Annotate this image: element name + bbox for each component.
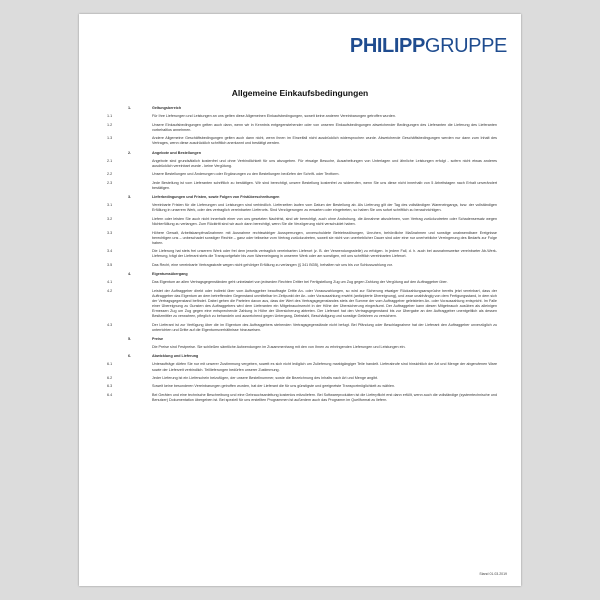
document-date: Stand 01.03.2019 <box>479 572 507 576</box>
clause-number: 4.3 <box>107 322 113 327</box>
clause-number <box>107 345 152 350</box>
clause-text: Liefern oder leisten Sie auch nicht innerhalb einer von uns gesetzten Nachfrist, sind wir berechtigt, auch ohne Androhung, die Annahme abzulehnen, vom Vertrag zurückzutreten oder Schadensersatz wegen Nichterfüllung zu verlangen. Zum Rücktritt sind wir auch dann berechtigt, wenn Sie die Verzögerung nicht verschuldet haben. <box>152 216 497 227</box>
clause-number: 1.2 <box>107 122 113 127</box>
clause <box>107 181 497 191</box>
clause-text: Die Lieferung hat stets frei unserem Werk oder frei dem jeweils vertraglich vereinbarten Lieferort (z. B. der Verwendungsstelle) zu erfolgen. In jedem Fall, d. h. auch bei ausnahmsweise vereinbarter Ab-Werk-Lieferung, trägt der Lieferant stets die Transportgefahr bis zum Wareneingang in unserem Werk oder am sonstigen, mit uns schriftlich vereinbarten Lieferort. <box>152 249 497 259</box>
clause-number: 6.2 <box>107 375 113 380</box>
clause <box>107 280 497 285</box>
clause-text: Das Eigentum an allen Vertragsgegenständen geht unbelastet von jedweden Rechten Dritter bei Fertigstellung Zug um Zug gegen Zahlung der Vergütung auf den Auftraggeber über. <box>152 280 448 285</box>
clause <box>107 263 497 268</box>
section-heading <box>107 106 497 111</box>
clause <box>107 136 497 146</box>
clause-text: Angebote sind grundsätzlich kostenfrei und ohne Verbindlichkeit für uns abzugeben. Für etwaige Besuche, Ausarbeitungen von Unterlagen und ähnliche Leistungen erfolgt - sofern nicht etwas anderes ausdrücklich vereinbart wurde - keine Vergütung. <box>152 158 497 168</box>
clause <box>107 249 497 259</box>
clause-number: 1.1 <box>107 114 113 119</box>
section <box>107 151 497 192</box>
section-heading-text: Angebote und Bestellungen <box>152 150 201 155</box>
clause-text: Die Preise sind Festpreise. Sie schließen sämtliche Aufwendungen im Zusammenhang mit den von Ihnen zu erbringenden Lieferungen und Leistungen ein. <box>152 345 406 350</box>
clause-text: Jede Bestellung ist vom Lieferanten schriftlich zu bestätigen. Wir sind berechtigt, unsere Bestellung kostenfrei zu widerrufen, wenn Sie uns diese nicht innerhalb von 5 Arbeitstagen nach Erhalt unverändert bestätigen. <box>152 180 497 190</box>
clause <box>107 159 497 169</box>
clause <box>107 345 497 350</box>
document-body <box>107 106 497 407</box>
clause-number: 4.2 <box>107 288 113 293</box>
clause-number: 3.4 <box>107 249 113 254</box>
section-number: 3. <box>128 195 132 200</box>
section-heading <box>107 151 497 156</box>
document-title: Allgemeine Einkaufsbedingungen <box>231 88 369 98</box>
section <box>107 272 497 333</box>
clause-text: Andere Allgemeine Geschäftsbedingungen gelten auch dann nicht, wenn ihnen im Einzelfall nicht ausdrücklich widersprochen wurde. Abweichende Geschäftsbedingungen werden nur dann zum Inhalt des Vertrages, wenn diese ausdrücklich schriftlich anerkannt und bestätigt werden. <box>152 136 497 146</box>
section <box>107 354 497 403</box>
clause-number: 3.3 <box>107 230 113 235</box>
section-heading-text: Preise <box>152 336 164 341</box>
section-heading <box>107 195 497 200</box>
section-heading <box>107 354 497 359</box>
clause-number: 3.2 <box>107 216 113 221</box>
clause <box>107 114 497 119</box>
clause-text: Für Ihre Lieferungen und Leistungen an uns gelten diese Allgemeinen Einkaufsbedingungen, soweit keine anderen Vereinbarungen getroffen wurden. <box>152 114 396 119</box>
clause <box>107 203 497 213</box>
clause-number: 4.1 <box>107 280 113 285</box>
clause <box>107 217 497 227</box>
clause-text: Unteraufträge dürfen Sie nur mit unserer Zustimmung vergeben, soweit es sich nicht lediglich um Zulieferung marktgängiger Teile handelt. Lieferabrufe sind hinsichtlich der Art und Menge der abgerufenen Ware sowie der Lieferzeit verbindlich. Teillieferungen bedürfen unserer Zustimmung. <box>152 362 497 372</box>
section-heading-text: Lieferbedingungen und Fristen, sowie Folgen von Fristüberschreitungen <box>152 195 280 200</box>
section-heading <box>107 272 497 277</box>
clause-number: 6.3 <box>107 384 113 389</box>
section-heading-text: Geltungsbereich <box>152 106 182 110</box>
logo-part-1: PHILIPP <box>349 35 425 57</box>
clause-text: Der Lieferant ist zur Verfügung über die im Eigentum des Auftraggebers stehenden Vertragsgegenstände nicht befugt. Bei Pfändung oder Beschlagnahme hat der Lieferant den Auftraggeber unverzüglich zu unterrichten und Dritte auf die Eigentumsverhältnisse hinzuweisen. <box>152 322 497 332</box>
section-number: 1. <box>128 106 132 110</box>
clause <box>107 172 497 177</box>
clause-text: Jeder Lieferung ist ein Lieferschein beizufügen, der unsere Bestellnummer, sowie die Bezeichnung des Inhalts nach Art und Menge angibt. <box>152 375 379 380</box>
document-page <box>79 14 521 586</box>
section-number: 2. <box>128 150 132 155</box>
clause-number: 6.1 <box>107 362 113 367</box>
section <box>107 106 497 147</box>
clause <box>107 393 497 403</box>
section-number: 5. <box>128 336 132 341</box>
clause-number: 2.1 <box>107 158 113 163</box>
clause-text: Leistet der Auftraggeber direkt oder indirekt über vom Auftraggeber beauftragte Dritte An- oder Vorauszahlungen, so wird zur Sicherung etwaiger Rückzahlungsansprüche bereits jetzt vereinbart, dass der Auftraggeber das Eigentum an dem betreffenden Gegenstand unmittelbar im Zeitpunkt der An- oder Vorauszahlung erwirbt (antizipierte Übereignung), und zwar unabhängig von dem Fertigungsstand, in dem sich der Vertragsgegenstand befindet. Dabei gehen die Parteien davon aus, dass der Wert des Vertragsgegenstandes stets der Summe der vom Auftraggeber geleisteten An- oder Vorauszahlung entspricht. Im Falle einer Übereignung zu Gunsten des Auftraggebers wird dem Lieferanten ein Mitgebrauchsrecht in der Höhe der Übersicherung eingeräumt. Der Auftraggeber kann diesen Mitgebrauch ausüben als alleinigen Ermessen Zug um Zug gegen eine entsprechende Zahlung in Höhe der Übersicherung abtreten. Der Lieferant hat den Vertragsgegenstand bis zur Übergabe an den Auftraggeber unentgeltlich als dessen Besitzmittler zu verwahren, pfleglich zu behandeln und ausreichend gegen Untergang, Diebstahl, Beschädigung und sonstige Gefahren zu versichern. <box>152 288 497 319</box>
logo-part-2: GRUPPE <box>424 35 507 57</box>
clause-number: 3.1 <box>107 203 113 208</box>
section <box>107 195 497 268</box>
clause-number: 6.4 <box>107 392 113 397</box>
clause <box>107 123 497 133</box>
clause-text: Bei Geräten und eine technische Beschreibung und eine Gebrauchsanleitung kostenlos mitzuliefern. Bei Softwareprodukten ist die Lieferpflicht erst dann erfüllt, wenn auch die vollständige (systemtechnische und Benutzer) Dokumentation übergeben ist. Bei speziell für uns erstellten Programmen ist außerdem auch das Programm im Quellformat zu liefern. <box>152 392 497 403</box>
clause <box>107 231 497 246</box>
section-heading-text: Abwicklung und Lieferung <box>152 354 199 359</box>
clause-number: 1.3 <box>107 136 113 141</box>
section-heading-text: Eigentumsübergang <box>152 271 188 276</box>
clause <box>107 323 497 333</box>
clause-text: Vereinbarte Fristen für die Lieferungen und Leistungen sind verbindlich. Lieferzeiten laufen vom Datum der Bestellung ab. Als Lieferung gilt der Tag des vollständigen Wareneingangs, bzw. der vollständigen Erfüllung in unserem Werk, oder des vertraglich vereinbarten Lieferorts. Sind Verzögerungen zu erwarten oder eingetreten, so haben Sie uns sofort schriftlich zu benachrichtigen. <box>152 203 497 213</box>
clause <box>107 376 497 381</box>
company-logo <box>350 36 507 56</box>
clause-text: Unsere Einkaufsbedingungen gelten auch dann, wenn wir in Kenntnis entgegenstehender oder von unseren Einkaufsbedingungen abweichender Bedingungen des Lieferanten die Lieferung des Lieferanten vorbehaltlos annehmen. <box>152 122 497 132</box>
section-number: 6. <box>128 354 132 359</box>
clause-text: Unsere Bestellungen und Änderungen oder Ergänzungen zu den Bestellungen bedürfen der Schrift- oder Textform. <box>152 172 340 177</box>
clause <box>107 289 497 320</box>
section-heading <box>107 337 497 342</box>
clause-text: Höhere Gewalt, Arbeitskampfmaßnahmen mit Ausnahme rechtswidriger Aussperrungen, unverschuldete Betriebsstörungen, Unruhen, behördliche Maßnahmen und sonstige unabwendbare Ereignisse berechtigen uns – unbeschadet sonstiger Rechte – ganz oder teilweise vom Vertrag zurückzutreten, soweit sie nicht von unerheblicher Dauer sind oder eine nur unerhebliche Verringerung des Bedarfs zur Folge haben. <box>152 230 497 245</box>
section <box>107 337 497 350</box>
clause <box>107 362 497 372</box>
clause-text: Das Recht, eine vereinbarte Vertragsstrafe wegen nicht gehöriger Erfüllung zu verlangen (§ 341 BGB), behalten wir uns bis zur Schlusszahlung vor. <box>152 262 393 267</box>
clause-number: 3.5 <box>107 262 113 267</box>
clause <box>107 384 497 389</box>
clause-text: Soweit keine besonderen Vereinbarungen getroffen wurden, hat der Lieferant die für uns günstigste und geeignetste Transportmöglichkeit zu wählen. <box>152 384 396 389</box>
clause-number: 2.2 <box>107 172 113 177</box>
clause-number: 2.3 <box>107 180 113 185</box>
section-number: 4. <box>128 271 132 276</box>
